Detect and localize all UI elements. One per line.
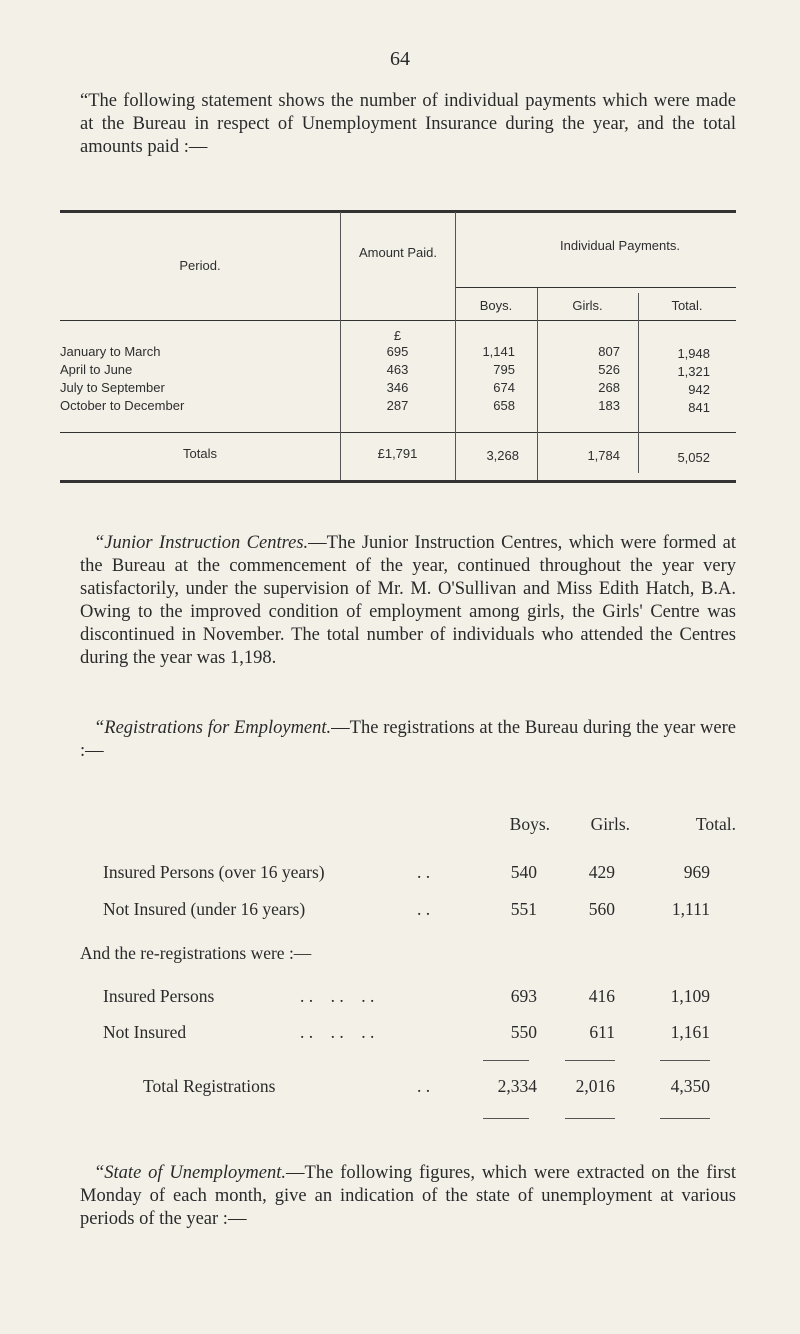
total-registrations-total: 4,350 <box>670 1076 710 1096</box>
table-row-period: July to September <box>60 380 165 395</box>
junior-centres-text: —The Junior Instruction Centres, which were formed at the Bureau at the commencement of the year, continued throughout the year very satisfactorily, under the supervision of Mr. M. O'Sullivan and Miss Edith Hatch, B.A. Owing to the improved condition of employment among girls, the Girls' Centre was discontinued in November. The total number of individuals who attended the Centres during the year was 1,198. <box>80 533 736 668</box>
junior-centres-heading: “Junior Instruction Centres. <box>94 533 309 553</box>
unemployment-paragraph <box>80 1162 736 1231</box>
header-boys: Boys. <box>479 298 513 313</box>
table-row-amount: 287 <box>386 398 409 413</box>
table-row-girls: 526 <box>598 362 620 377</box>
table-row-boys: 658 <box>493 398 515 413</box>
registrations-heading: “Registrations for Employment. <box>94 718 332 738</box>
table-row-girls: 183 <box>598 398 620 413</box>
re-registrations-label: And the re-registrations were :— <box>80 943 312 963</box>
reg-row-girls: 429 <box>588 862 615 882</box>
reg-header-boys: Boys. <box>509 814 550 834</box>
total-registrations-girls: 2,016 <box>575 1076 615 1096</box>
table-head-rule <box>60 320 736 321</box>
sum-rule <box>565 1060 615 1061</box>
table-row-boys: 795 <box>493 362 515 377</box>
unemployment-heading: “State of Unemployment. <box>94 1163 287 1183</box>
reg-header-total: Total. <box>695 814 736 834</box>
header-individual-payments: Individual Payments. <box>560 238 680 253</box>
reg-row-total: 969 <box>683 862 710 882</box>
table-top-rule <box>60 210 736 213</box>
re-reg-row-dots: . . . . . . <box>300 1022 375 1042</box>
table-row-girls: 268 <box>598 380 620 395</box>
totals-total: 5,052 <box>677 450 710 465</box>
re-reg-row-girls: 611 <box>589 1022 615 1042</box>
totals-rule <box>60 432 736 433</box>
table-row-total: 1,321 <box>677 364 710 379</box>
header-period: Period. <box>179 258 221 273</box>
table-row-period: January to March <box>60 344 161 359</box>
total-registrations-label: Total Registrations <box>143 1076 276 1096</box>
table-row-period: October to December <box>60 398 185 413</box>
reg-row-boys: 551 <box>510 899 537 919</box>
table-bottom-rule <box>60 480 736 483</box>
reg-row-total: 1,111 <box>671 899 710 919</box>
reg-row-girls: 560 <box>588 899 615 919</box>
sum-rule <box>660 1118 710 1119</box>
table-row-total: 1,948 <box>677 346 710 361</box>
junior-centres-paragraph <box>80 532 736 670</box>
sum-rule <box>483 1060 529 1061</box>
table-row-total: 841 <box>688 400 710 415</box>
re-reg-row-girls: 416 <box>588 986 615 1006</box>
re-reg-row-label: Insured Persons <box>103 986 215 1006</box>
header-amount: Amount Paid. <box>358 245 438 260</box>
total-registrations-dots: . . <box>417 1076 431 1096</box>
totals-amount: £1,791 <box>377 446 418 461</box>
page-number: 64 <box>390 48 410 70</box>
table-row-period: April to June <box>60 362 133 377</box>
totals-label: Totals <box>183 446 217 461</box>
re-reg-row-label: Not Insured <box>103 1022 187 1042</box>
re-reg-row-dots: . . . . . . <box>300 986 375 1006</box>
reg-row-label: Insured Persons (over 16 years) <box>103 862 325 882</box>
header-girls: Girls. <box>572 298 603 313</box>
table-row-boys: 674 <box>493 380 515 395</box>
table-row-amount: 463 <box>386 362 409 377</box>
re-reg-row-total: 1,109 <box>670 986 710 1006</box>
intro-paragraph: “The following statement shows the number of individual payments which were made at the Bureau in respect of Unemployment Insurance during the year, and the total amounts paid :— <box>80 91 736 157</box>
totals-girls: 1,784 <box>587 448 620 463</box>
sum-rule <box>565 1118 615 1119</box>
table-row-boys: 1,141 <box>482 344 515 359</box>
reg-row-label: Not Insured (under 16 years) <box>103 899 306 919</box>
sum-rule <box>483 1118 529 1119</box>
table-row-amount: 695 <box>386 344 409 359</box>
registrations-text: —The registrations at the Bureau during the year were :— <box>80 718 736 761</box>
registrations-paragraph <box>80 717 736 763</box>
header-total: Total. <box>671 298 703 313</box>
reg-row-dots: . . <box>417 862 431 882</box>
table-row-total: 942 <box>688 382 710 397</box>
reg-row-dots: . . <box>417 899 431 919</box>
table-row-amount: 346 <box>386 380 409 395</box>
reg-row-boys: 540 <box>510 862 537 882</box>
subheader-rule <box>455 287 736 288</box>
re-reg-row-boys: 693 <box>510 986 537 1006</box>
table-row-girls: 807 <box>598 344 620 359</box>
currency-symbol: £ <box>393 328 402 343</box>
sum-rule <box>660 1060 710 1061</box>
total-registrations-boys: 2,334 <box>497 1076 537 1096</box>
unemployment-text: —The following figures, which were extracted on the first Monday of each month, give an indication of the state of unemployment at various periods of the year :— <box>80 1163 736 1229</box>
reg-header-girls: Girls. <box>590 814 630 834</box>
re-reg-row-total: 1,161 <box>670 1022 710 1042</box>
re-reg-row-boys: 550 <box>510 1022 537 1042</box>
totals-boys: 3,268 <box>486 448 519 463</box>
